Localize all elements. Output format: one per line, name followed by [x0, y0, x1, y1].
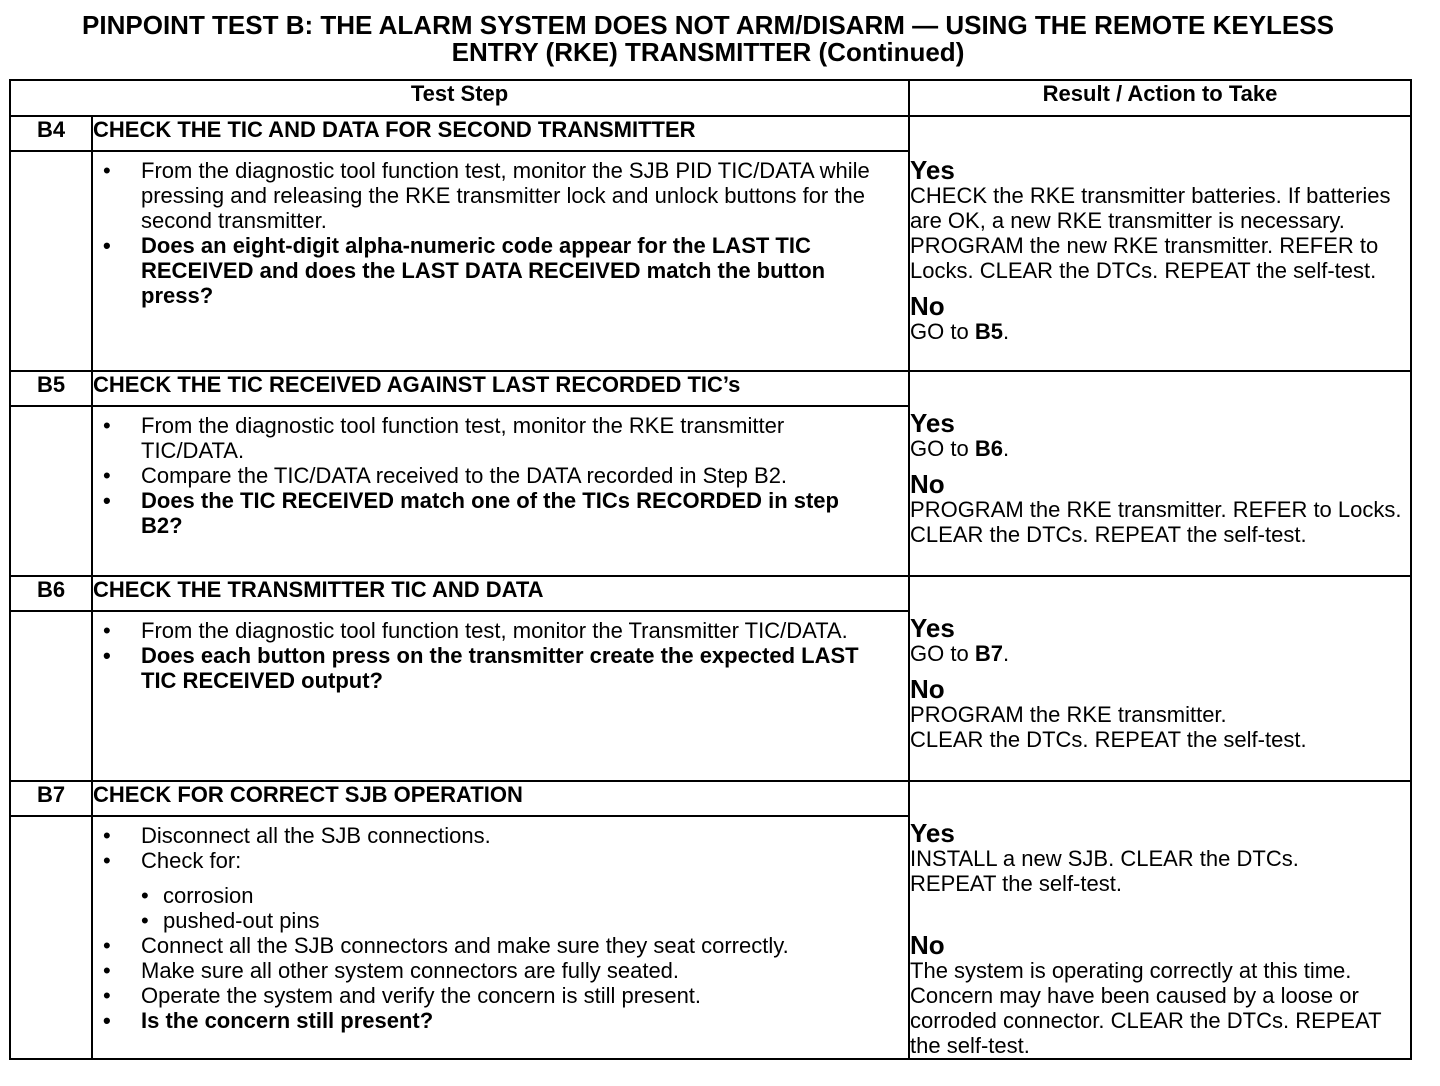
title-line-1: PINPOINT TEST B: THE ALARM SYSTEM DOES NOT ARM/DISARM — USING THE REMOTE KEYLESS: [82, 10, 1334, 40]
list-item: • From the diagnostic tool function test, monitor the Transmitter TIC/DATA.: [103, 618, 848, 643]
no-label-b7: No: [910, 930, 945, 960]
question-item: • Does an eight-digit alpha-numeric code appear for the LAST TIC RECEIVED and does the LAST DATA RECEIVED match the button press?: [103, 233, 826, 308]
no-label-b4: No: [910, 291, 945, 321]
step-heading-b4: CHECK THE TIC AND DATA FOR SECOND TRANSMITTER: [92, 116, 909, 151]
step-ref-b5: B5: [974, 319, 1003, 344]
yes-label-b7: Yes: [910, 818, 955, 848]
question-item: • Is the concern still present?: [103, 1008, 434, 1034]
step-heading-b7: CHECK FOR CORRECT SJB OPERATION: [92, 781, 909, 816]
page-title: [0, 12, 1416, 66]
step-body-b5: [92, 406, 909, 576]
yes-label-b6: Yes: [910, 613, 955, 643]
step-ref-b6: B6: [974, 436, 1003, 461]
yes-text-b5: GO to B6.: [910, 436, 1010, 461]
step-body-b6: [92, 611, 909, 781]
sub-list-item: • pushed-out pins: [141, 908, 320, 934]
step-body-b7: [92, 816, 909, 1059]
no-text-b6-line1: PROGRAM the RKE transmitter.: [910, 702, 1227, 727]
list-item: • Compare the TIC/DATA received to the DATA recorded in Step B2.: [103, 463, 788, 488]
list-item: • Connect all the SJB connectors and make sure they seat correctly.: [103, 933, 789, 959]
list-item: • Disconnect all the SJB connections.: [103, 823, 491, 849]
result-cell-b4: [909, 116, 1411, 371]
yes-text-b6: GO to B7.: [910, 641, 1010, 666]
sub-list-item: • corrosion: [141, 883, 254, 909]
step-id-b7: B7: [10, 781, 92, 816]
step-b6-heading-row: [10, 576, 1411, 611]
step-id-b4: B4: [10, 116, 92, 151]
list-item: • From the diagnostic tool function test, monitor the RKE transmitter TIC/DATA.: [103, 413, 785, 463]
no-label-b5: No: [910, 469, 945, 499]
list-item: • Operate the system and verify the concern is still present.: [103, 983, 702, 1009]
no-text-b6-line2: CLEAR the DTCs. REPEAT the self-test.: [910, 727, 1307, 752]
result-cell-b5: [909, 371, 1411, 576]
header-test-step: Test Step: [10, 80, 909, 116]
header-result: Result / Action to Take: [909, 80, 1411, 116]
question-item: • Does each button press on the transmitter create the expected LAST TIC RECEIVED output?: [103, 643, 859, 693]
step-heading-b6: CHECK THE TRANSMITTER TIC AND DATA: [92, 576, 909, 611]
step-b4-heading-row: [10, 116, 1411, 151]
step-body-b4: [92, 151, 909, 371]
title-line-2: ENTRY (RKE) TRANSMITTER (Continued): [451, 37, 965, 67]
result-cell-b6: [909, 576, 1411, 781]
step-ref-b7: B7: [974, 641, 1003, 666]
table-header-row: [10, 80, 1411, 116]
result-cell-b7: [909, 781, 1411, 1059]
step-b7-heading-row: [10, 781, 1411, 816]
list-item: • Make sure all other system connectors are fully seated.: [103, 958, 680, 984]
step-id-b6: B6: [10, 576, 92, 611]
no-text-b4: GO to B5.: [910, 319, 1010, 344]
no-label-b6: No: [910, 674, 945, 704]
yes-text-b7-line1: INSTALL a new SJB. CLEAR the DTCs.: [910, 846, 1299, 871]
list-item: • Check for: • corrosion • pushed-out pins: [93, 848, 878, 933]
list-item: • From the diagnostic tool function test, monitor the SJB PID TIC/DATA while pressing and releasing the RKE transmitter lock and unlock buttons for the second transmitter.: [103, 158, 870, 233]
yes-text-b7-line2: REPEAT the self-test.: [910, 871, 1122, 896]
pinpoint-table: [9, 79, 1412, 1060]
yes-label-b5: Yes: [910, 408, 955, 438]
yes-label-b4: Yes: [910, 155, 955, 185]
no-text-b7: The system is operating correctly at this time. Concern may have been caused by a loose or corroded connector. CLEAR the DTCs. REPEAT the self-test.: [910, 958, 1382, 1058]
step-b5-heading-row: [10, 371, 1411, 406]
yes-text-b4: CHECK the RKE transmitter batteries. If batteries are OK, a new RKE transmitter is necessary. PROGRAM the new RKE transmitter. REFER to Locks. CLEAR the DTCs. REPEAT the self-test.: [910, 183, 1391, 283]
step-heading-b5: CHECK THE TIC RECEIVED AGAINST LAST RECORDED TIC’s: [92, 371, 909, 406]
step-id-b5: B5: [10, 371, 92, 406]
no-text-b5: PROGRAM the RKE transmitter. REFER to Locks. CLEAR the DTCs. REPEAT the self-test.: [910, 497, 1402, 547]
question-item: • Does the TIC RECEIVED match one of the TICs RECORDED in step B2?: [103, 488, 839, 538]
